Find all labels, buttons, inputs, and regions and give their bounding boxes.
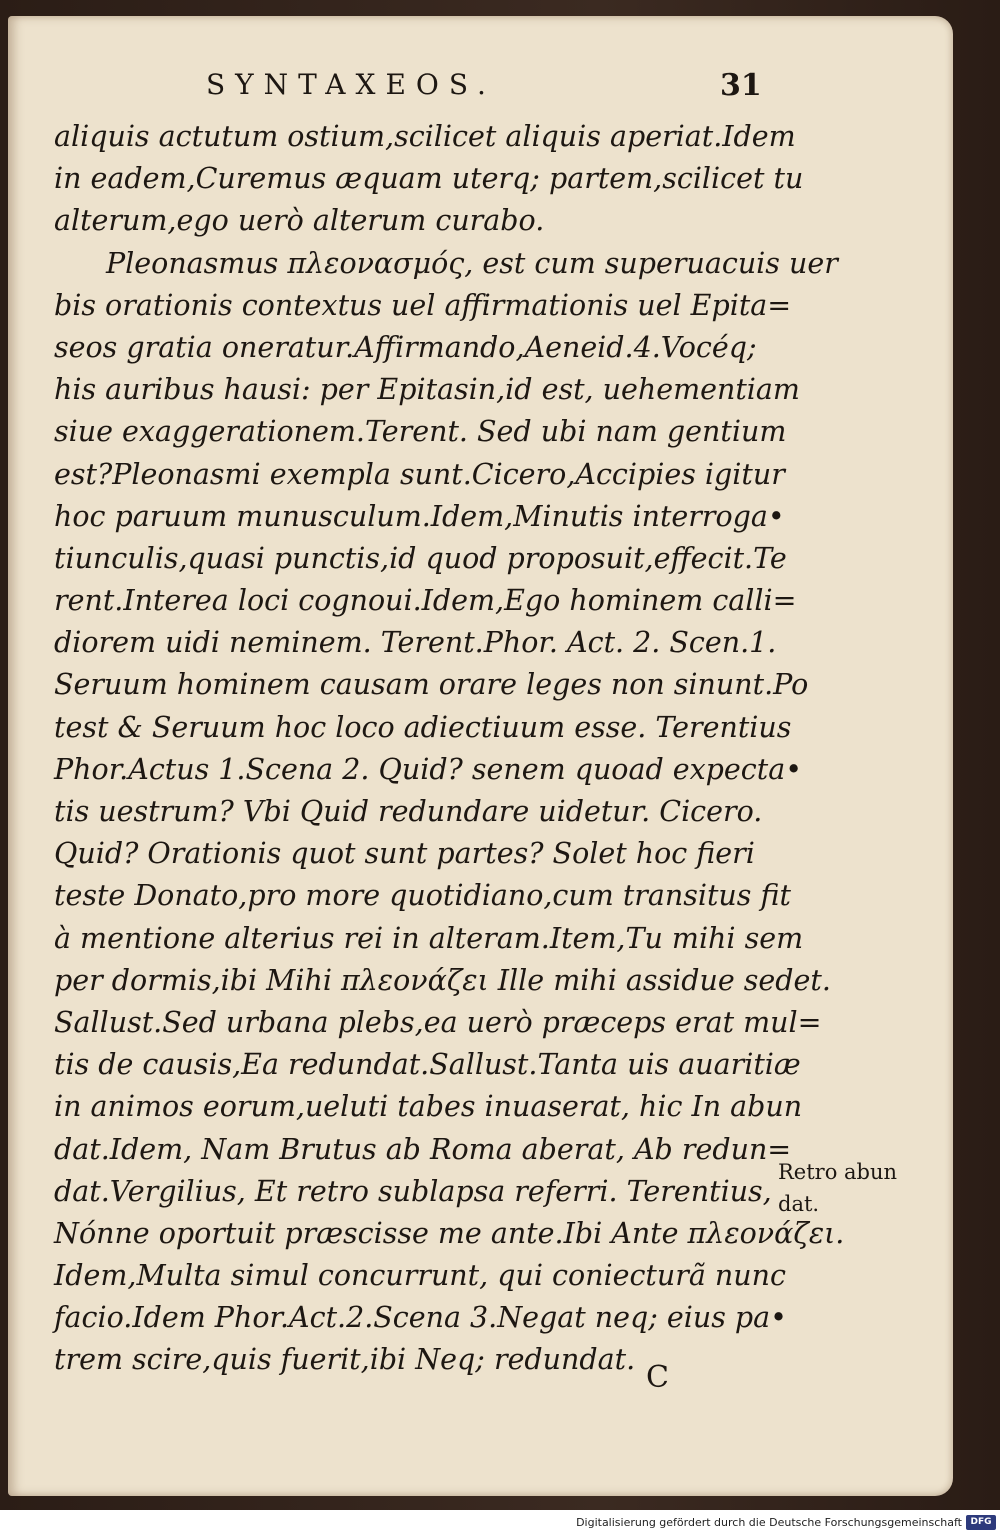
text-line: Nónne oportuit præscisse me ante.Ibi Ante πλεονάζει. (54, 1216, 845, 1250)
text-line: in animos eorum,ueluti tabes inuaserat, hic In abun (54, 1090, 803, 1124)
margin-note-line: Retro abun (778, 1160, 898, 1184)
page-number: 31 (720, 68, 762, 103)
text-line: bis orationis contextus uel affirmationis uel Epita= (54, 288, 792, 322)
text-line: per dormis,ibi Mihi πλεονάζει Ille mihi assidue sedet. (54, 963, 831, 997)
text-line: rent.Interea loci cognoui.Idem,Ego hominem calli= (54, 584, 797, 618)
text-line: diorem uidi neminem. Terent.Phor. Act. 2. Scen.1. (54, 626, 777, 660)
text-line: aliquis actutum ostium,scilicet aliquis aperiat.Idem (54, 120, 796, 153)
signature-mark: C (646, 1360, 669, 1395)
text-line: Quid? Orationis quot sunt partes? Solet hoc fieri (54, 837, 755, 871)
text-line: teste Donato,pro more quotidiano,cum transitus fit (54, 879, 791, 913)
text-line: tiunculis,quasi punctis,id quod proposuit,effecit.Te (54, 541, 787, 575)
margin-note (778, 1156, 928, 1220)
margin-note-line: dat. (778, 1192, 820, 1216)
text-line: Phor.Actus 1.Scena 2. Quid? senem quoad expecta• (54, 752, 803, 786)
text-line: Idem,Multa simul concurrunt, qui coniecturã nunc (54, 1259, 786, 1293)
text-line: dat.Idem, Nam Brutus ab Roma aberat, Ab redun= (54, 1132, 792, 1166)
dfg-logo: DFG (966, 1515, 996, 1530)
text-line: Sallust.Sed urbana plebs,ea uerò præceps erat mul= (54, 1005, 822, 1039)
text-line: his auribus hausi: per Epitasin,id est, uehementiam (54, 373, 800, 407)
text-line: Pleonasmus πλεονασμός, est cum superuacuis uer (106, 246, 838, 280)
text-line: seos gratia oneratur.Affirmando,Aeneid.4.Vocéq; (54, 330, 757, 364)
text-line: alterum,ego uerò alterum curabo. (54, 204, 545, 238)
text-line: Seruum hominem causam orare leges non sinunt.Po (54, 668, 809, 702)
book-page (8, 16, 953, 1496)
footer-bar (0, 1510, 1000, 1537)
funding-credit: Digitalisierung gefördert durch die Deutsche Forschungsgemeinschaft (576, 1516, 962, 1529)
text-line: trem scire,quis fuerit,ibi Neq; redundat. (54, 1343, 636, 1377)
text-line: test & Seruum hoc loco adiectiuum esse. Terentius (54, 710, 792, 744)
text-line: à mentione alterius rei in alteram.Item,Tu mihi sem (54, 921, 804, 955)
running-title: SYNTAXEOS. (206, 68, 496, 101)
text-line: in eadem,Curemus æquam uterq; partem,scilicet tu (54, 162, 804, 196)
text-line: hoc paruum munusculum.Idem,Minutis interroga• (54, 499, 785, 533)
running-head (8, 68, 953, 108)
text-line: tis uestrum? Vbi Quid redundare uidetur. Cicero. (54, 795, 763, 828)
text-line: est?Pleonasmi exempla sunt.Cicero,Accipies igitur (54, 457, 785, 491)
text-line: siue exaggerationem.Terent. Sed ubi nam gentium (54, 415, 787, 449)
text-line: dat.Vergilius, Et retro sublapsa referri. Terentius, (54, 1174, 772, 1208)
text-line: facio.Idem Phor.Act.2.Scena 3.Negat neq; eius pa• (54, 1301, 787, 1335)
text-line: tis de causis,Ea redundat.Sallust.Tanta uis auaritiæ (54, 1048, 801, 1082)
